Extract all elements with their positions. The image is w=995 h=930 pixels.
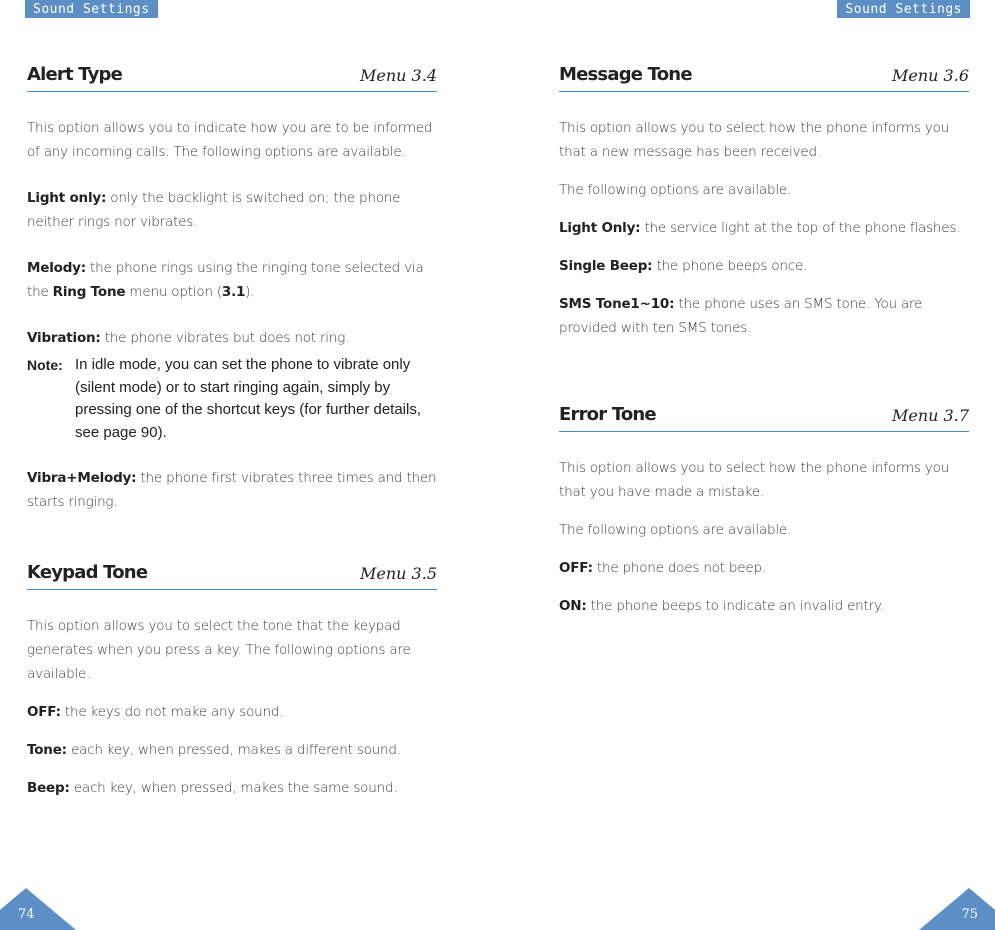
- error-tone-heading: [559, 404, 969, 432]
- page-number-right: 75: [961, 907, 978, 922]
- header-tab-left: Sound Settings: [25, 0, 158, 18]
- option-melody: Melody: the phone rings using the ringing tone selected via the Ring Tone menu option (3.1).: [27, 260, 424, 300]
- error-tone-available: The following options are available.: [559, 522, 792, 538]
- error-tone-intro: This option allows you to select how the phone informs you that you have made a mistake.: [559, 460, 950, 500]
- message-tone-available: The following options are available.: [559, 182, 792, 198]
- option-light-only: Light only: only the backlight is switched on; the phone neither rings nor vibrates.: [27, 190, 401, 230]
- option-light-only: Light Only: the service light at the top of the phone flashes.: [559, 220, 961, 236]
- option-tone: Tone: each key, when pressed, makes a different sound.: [27, 742, 401, 758]
- left-page-column: [27, 64, 437, 800]
- page-corner-left: [0, 888, 76, 930]
- section-title: Keypad Tone: [27, 562, 148, 583]
- option-vibration: Vibration: the phone vibrates but does not ring.: [27, 330, 350, 346]
- note-text: In idle mode, you can set the phone to vibrate only (silent mode) or to start ringing again, simply by pressing one of the shortcut keys (for further details, see page 90).: [75, 356, 422, 441]
- section-title: Message Tone: [559, 64, 692, 85]
- section-title: Error Tone: [559, 404, 656, 425]
- page-corner-right: [919, 888, 995, 930]
- header-tab-right: Sound Settings: [837, 0, 970, 18]
- note-label: Note:: [27, 357, 63, 373]
- alert-type-heading: [27, 64, 437, 92]
- message-tone-intro: This option allows you to select how the phone informs you that a new message has been received.: [559, 120, 950, 160]
- keypad-tone-heading: [27, 562, 437, 590]
- note-block: [27, 354, 437, 444]
- page-number-left: 74: [18, 907, 35, 922]
- section-title: Alert Type: [27, 64, 123, 85]
- menu-number: Menu 3.7: [892, 406, 969, 425]
- option-off: OFF: the keys do not make any sound.: [27, 704, 284, 720]
- menu-number: Menu 3.5: [360, 564, 437, 583]
- option-single-beep: Single Beep: the phone beeps once.: [559, 258, 808, 274]
- option-beep: Beep: each key, when pressed, makes the same sound.: [27, 780, 398, 796]
- alert-type-intro: This option allows you to indicate how you are to be informed of any incoming calls. The following options are available.: [27, 120, 433, 160]
- option-off: OFF: the phone does not beep.: [559, 560, 766, 576]
- message-tone-heading: [559, 64, 969, 92]
- option-on: ON: the phone beeps to indicate an invalid entry.: [559, 598, 884, 614]
- keypad-tone-intro: This option allows you to select the tone that the keypad generates when you press a key. The following options are available.: [27, 618, 411, 682]
- option-vibra-melody: Vibra+Melody: the phone first vibrates three times and then starts ringing.: [27, 470, 437, 510]
- right-page-column: [559, 64, 969, 618]
- menu-number: Menu 3.6: [892, 66, 969, 85]
- menu-number: Menu 3.4: [360, 66, 437, 85]
- option-sms-tone: SMS Tone1~10: the phone uses an SMS tone. You are provided with ten SMS tones.: [559, 296, 923, 336]
